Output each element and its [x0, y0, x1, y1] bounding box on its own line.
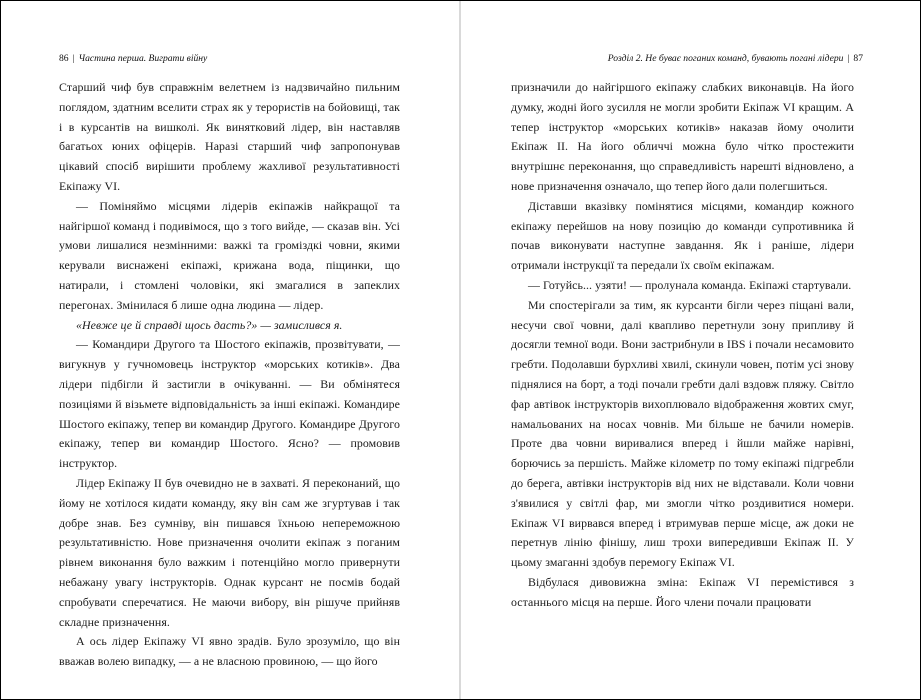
paragraph: призначили до найгіршого екіпажу слабких виконавців. На його думку, жодні його зусилля не могли зробити Екіпаж VI кращим. А тепер інструктор «морських котиків» наказав йому очолити Екіпаж II. На його обличчі можна було чітко простежити внутрішнє переконання, що справедливість нарешті відновлено, а нове призначення означало, що тепер його дали полегшиться.: [511, 80, 854, 193]
right-body-text: [511, 78, 854, 613]
paragraph-italic: [59, 316, 400, 336]
paragraph: Ми спостерігали за тим, як курсанти бігли через піщані вали, несучи свої човни, далі квапливо перетнули зону припливу й досягли темної води. Вони застрибнули в IBS і почали несамовито гребти. Подолавши бурхливі хвилі, скинули човен, потім усі знову піднялися на борт, а тоді почали гребти далі вздовж пляжу. Світло фар автівок інструкторів вихоплювало відображення жовтих смуг, намальованих на носах човнів. Ми більше не бачили номерів. Проте два човни виривалися вперед і йшли майже нарівні, борючись за першість. Майже кілометр по тому екіпажі підгребли до берега, автівки інструкторів від них не відставали. Коли човни з'явилися у світлі фар, ми змогли чітко роздивитися номери. Екіпаж VI вирвався вперед і втримував перше місце, аж доки не перетнув лінію фінішу, лиш трохи випередивши Екіпаж II. У цьому змаганні здобув перемогу Екіпаж VI.: [511, 297, 854, 570]
right-running-head: Розділ 2. Не буває поганих команд, бувають погані лідери: [607, 53, 844, 64]
left-page-number: 86: [59, 53, 69, 64]
left-page: [0, 0, 460, 700]
paragraph: Діставши вказівку помінятися місцями, командир кожного екіпажу перейшов на нову позицію до команди супротивника й почав виконувати наступне завдання. Як і раніше, лідери отримали інструкції та передали їх своїм екіпажам.: [511, 198, 854, 273]
header-separator: |: [72, 53, 75, 64]
right-running-header: [608, 53, 863, 65]
left-running-head: Частина перша. Виграти війну: [78, 53, 208, 64]
paragraph: — Поміняймо місцями лідерів екіпажів найкращої та найгіршої команд і подивімося, що з того вийде, — сказав він. Усі умови лишалися незмінними: важкі та громіздкі човни, якими керували виснажені екіпажі, крижана вода, піщинки, що натирали, і стомлені чоловіки, які змагалися в запеклих перегонах. Змінилася б лише одна людина — лідер.: [59, 198, 400, 312]
paragraph: Лідер Екіпажу II був очевидно не в захваті. Я переконаний, що йому не хотілося кидати команду, яку він сам же згуртував і так добре знав. Без сумніву, він пишався їхньою непереможною результативністю. Нове призначення очолити екіпаж з поганим рівнем виконання було важким і потенційно могло привернути небажану увагу інструкторів. Однак курсант не посмів бодай спробувати сперечатися. Не маючи вибору, він рішуче прийняв складне призначення.: [59, 475, 400, 629]
right-page-number: 87: [853, 53, 863, 64]
paragraph: А ось лідер Екіпажу VI явно зрадів. Було зрозуміло, що він вважав волею випадку, — а не власною провиною, — що його: [59, 634, 400, 669]
paragraph: Старший чиф був справжнім велетнем із надзвичайно пильним поглядом, здатним вселити страх як у терористів на бойовищі, так і в курсантів на вишколі. Як винятковий лідер, він наставляв багатьох юних офіцерів. Наразі старший чиф запропонував цікавий спосіб вирішити проблему жахливої результативності Екіпажу VI.: [59, 80, 400, 193]
left-body-text: [59, 78, 400, 672]
right-page: [461, 0, 921, 700]
paragraph: — Командири Другого та Шостого екіпажів, прозвітувати, — вигукнув у гучномовець інструктор «морських котиків». Два лідери підбігли й застигли в очікуванні. — Ви обмінятеся позиціями й візьмете відповідальність за інші екіпажі. Командире Шостого екіпажу, тепер ви командир Другого. Командире Другого екіпажу, тепер ви командир Шостого. Ясно? — промовив інструктор.: [59, 337, 400, 471]
paragraph: — Готуйсь... узяти! — пролунала команда. Екіпажі стартували.: [528, 277, 852, 292]
paragraph: Відбулася дивовижна зміна: Екіпаж VI перемістився з останнього місця на перше. Його члени почали працювати: [511, 574, 854, 609]
italic-quote: «Невже це й справді щось дасть?» — замислився я.: [76, 317, 343, 332]
left-running-header: [59, 53, 207, 65]
header-separator: |: [847, 53, 850, 64]
